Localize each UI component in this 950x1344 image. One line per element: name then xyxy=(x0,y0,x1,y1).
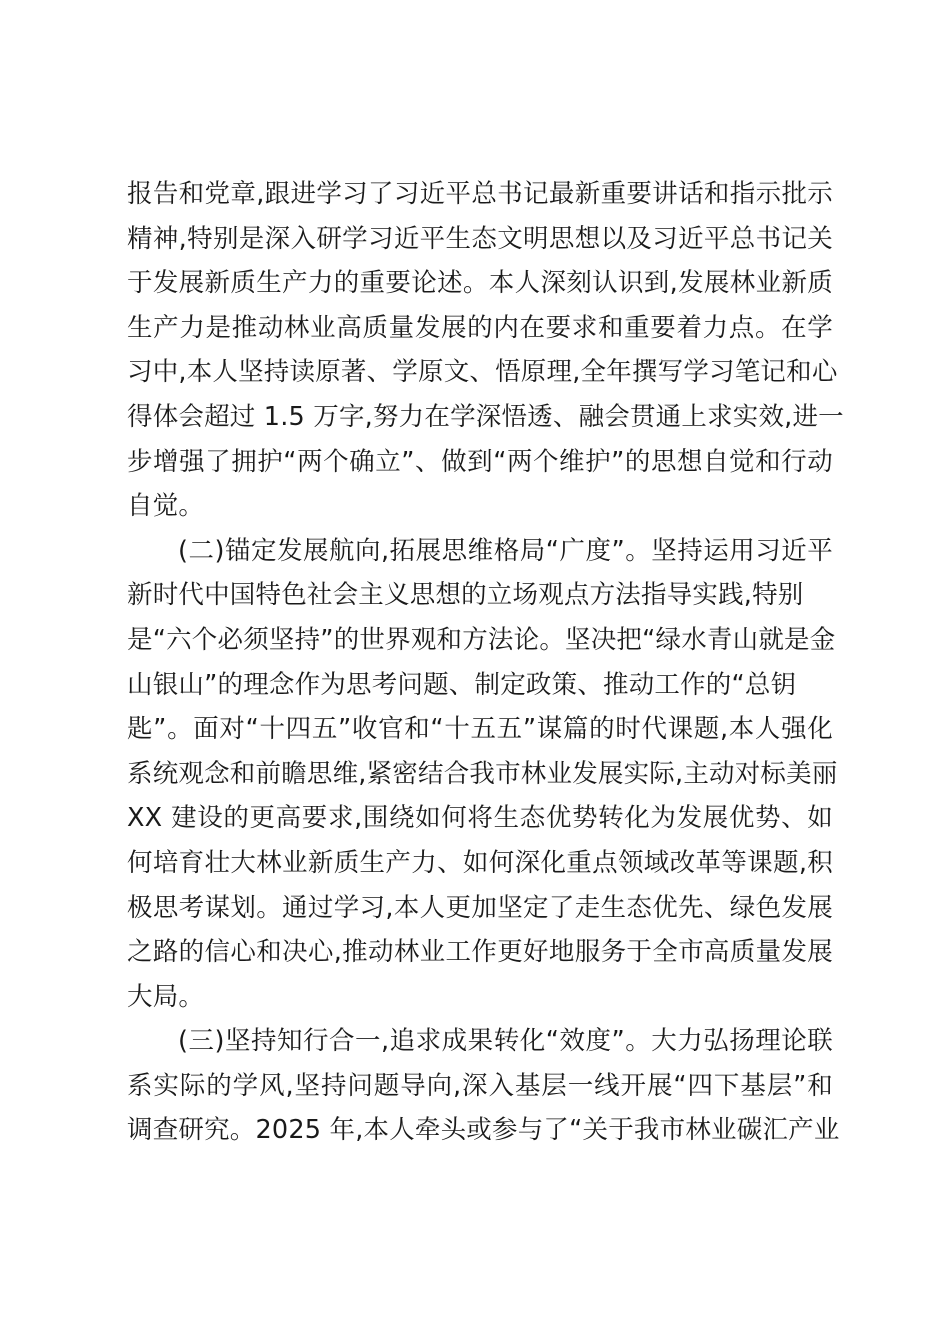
text-line: 报告和党章,跟进学习了习近平总书记最新重要讲话和指示批示 xyxy=(127,179,833,209)
text-line: 生产力是推动林业高质量发展的内在要求和重要着力点。在学 xyxy=(127,312,833,343)
text-line: 匙”。面对“十四五”收官和“十五五”谋篇的时代课题,本人强化 xyxy=(127,714,833,745)
text-line: 山银山”的理念作为思考问题、制定政策、推动工作的“总钥 xyxy=(127,669,797,700)
text-line: XX 建设的更高要求,围绕如何将生态优势转化为发展优势、如 xyxy=(127,803,833,834)
text-line: (二)锚定发展航向,拓展思维格局“广度”。坚持运用习近平 xyxy=(178,535,833,566)
text-line: 步增强了拥护“两个确立”、做到“两个维护”的思想自觉和行动 xyxy=(127,446,833,477)
paragraph-1 xyxy=(127,172,844,529)
text-line: 得体会超过 1.5 万字,努力在学深悟透、融会贯通上求实效,进一 xyxy=(127,401,844,432)
text-line: (三)坚持知行合一,追求成果转化“效度”。大力弘扬理论联 xyxy=(178,1026,833,1057)
paragraph-2 xyxy=(127,529,838,1020)
text-line: 系实际的学风,坚持问题导向,深入基层一线开展“四下基层”和 xyxy=(127,1070,833,1101)
text-line: 大局。 xyxy=(127,981,205,1012)
document-body xyxy=(127,172,844,1153)
text-line: 自觉。 xyxy=(127,491,205,522)
text-line: 何培育壮大林业新质生产力、如何深化重点领域改革等课题,积 xyxy=(127,847,833,878)
text-line: 极思考谋划。通过学习,本人更加坚定了走生态优先、绿色发展 xyxy=(127,892,833,923)
text-line: 新时代中国特色社会主义思想的立场观点方法指导实践,特别 xyxy=(127,580,804,611)
text-line: 系统观念和前瞻思维,紧密结合我市林业发展实际,主动对标美丽 xyxy=(127,758,838,789)
text-line: 习中,本人坚持读原著、学原文、悟原理,全年撰写学习笔记和心 xyxy=(127,357,838,388)
text-line: 精神,特别是深入研学习近平生态文明思想以及习近平总书记关 xyxy=(127,223,833,254)
paragraph-3 xyxy=(127,1019,840,1153)
text-line: 之路的信心和决心,推动林业工作更好地服务于全市高质量发展 xyxy=(127,937,833,968)
text-line: 于发展新质生产力的重要论述。本人深刻认识到,发展林业新质 xyxy=(127,268,833,299)
text-line: 是“六个必须坚持”的世界观和方法论。坚决把“绿水青山就是金 xyxy=(127,624,836,655)
text-line: 调查研究。2025 年,本人牵头或参与了“关于我市林业碳汇产业 xyxy=(127,1115,840,1146)
